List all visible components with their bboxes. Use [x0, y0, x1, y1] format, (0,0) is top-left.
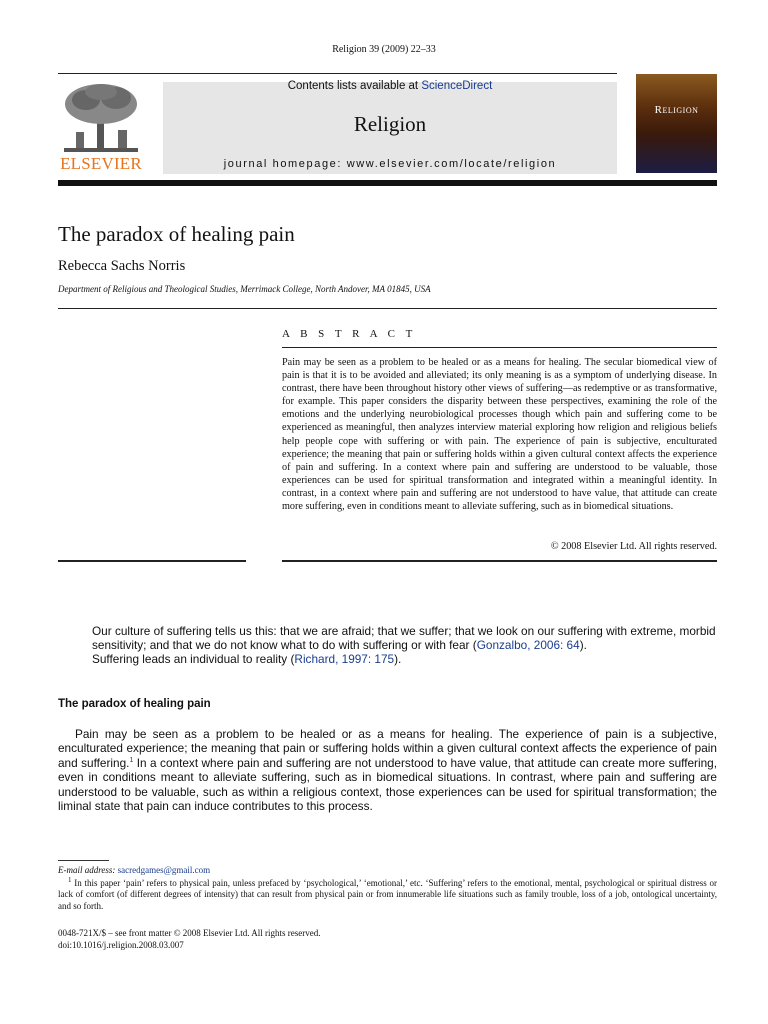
email-footnote: [58, 865, 210, 875]
epigraph-line2-end: ).: [394, 652, 402, 667]
contents-line: [163, 80, 617, 92]
abstract-copyright: © 2008 Elsevier Ltd. All rights reserved.: [550, 541, 717, 552]
doi-line[interactable]: doi:10.1016/j.religion.2008.03.007: [58, 940, 184, 950]
header-rule: [58, 73, 617, 74]
abstract-bottom-rule: [282, 560, 717, 562]
footnote-1: [58, 878, 717, 912]
email-label: E-mail address:: [58, 865, 118, 875]
paragraph-text-end: In a context where pain and suffering are not understood to have value, that attitude can create more suffering, even in conditions meant to alleviate suffering, such as in biomedical situations. In contrast, where pain and suffering are understood to be valuable, such as within a religious context, those experiences can be used for spiritual transformation; the liminal state that pain can induce contributes to this process.: [58, 755, 717, 814]
journal-homepage[interactable]: journal homepage: www.elsevier.com/locate/religion: [223, 158, 557, 170]
paper-title: The paradox of healing pain: [58, 222, 295, 246]
publisher-wordmark: ELSEVIER: [60, 154, 142, 173]
epigraph-quote: Our culture of suffering tells us this: that we are afraid; that we suffer; that we look on our suffering with extreme, morbid sensitivity; and that we do not know what to do with suffering or with fear: [92, 624, 716, 653]
abstract-heading: A B S T R A C T: [282, 328, 417, 340]
footnote-rule: [58, 860, 109, 861]
epigraph: Our culture of suffering tells us this: that we are afraid; that we suffer; that we look on our suffering with extreme, morbid sensitivity; and that we do not know what to do with suffering or with fear (Gonzalbo, 2006: 64). Suffering leads an individual to reality (Richard, 1997: 175).: [92, 624, 716, 667]
journal-citation: Religion 39 (2009) 22–33: [332, 44, 436, 55]
epigraph-line2: Suffering leads an individual to reality (: [92, 652, 295, 667]
tree-logo-icon: [58, 82, 144, 154]
body-paragraph: [58, 727, 717, 813]
header-divider: [58, 180, 717, 186]
front-matter-line: 0048-721X/$ – see front matter © 2008 Elsevier Ltd. All rights reserved.: [58, 928, 321, 938]
author-affiliation: Department of Religious and Theological Studies, Merrimack College, North Andover, MA 01845, USA: [58, 284, 431, 294]
front-matter: [58, 927, 321, 951]
journal-cover: [636, 74, 717, 173]
contents-prefix: Contents lists available at: [287, 80, 422, 92]
abstract-top-rule: [282, 347, 717, 348]
citation-richard[interactable]: Richard, 1997: 175: [294, 652, 395, 667]
citation-gonzalbo[interactable]: Gonzalbo, 2006: 64: [476, 638, 580, 653]
left-bottom-rule: [58, 560, 246, 562]
elsevier-logo: [58, 82, 144, 174]
abstract-text: Pain may be seen as a problem to be healed or as a means for healing. The secular biomedical view of pain is that it is to be avoided and alleviated; its only meaning is as a symptom of underlying disease. In contrast, there have been throughout history other views of suffering—as redemptive or as transformative, for example. This paper considers the disparity between these perspectives, examining the role of the emotions and the underlying neurobiological processes though which pain and suffering come to be experienced as meaningful, then analyzes interview material exploring how religion and religious beliefs help people cope with suffering or with pain. The experience of pain is subjective, enculturated experience; the meaning that pain or suffering holds within a given cultural context affects the experience of pain and suffering. In a context where pain and suffering are understood to be valuable, those experiences can be used for spiritual transformation and integrated within a meaningful identity. In contrast, in a context where pain and suffering are not understood to have value, that attitude can create more suffering, even in conditions meant to alleviate suffering, such as in biomedical situations.: [282, 357, 717, 513]
section-heading: The paradox of healing pain: [58, 698, 211, 710]
journal-name: Religion: [353, 112, 427, 136]
footnote-ref[interactable]: 1: [129, 756, 134, 764]
author-name: Rebecca Sachs Norris: [58, 258, 186, 274]
footnote-1-mark: 1: [68, 876, 72, 884]
paragraph-text-start: Pain may be seen as a problem to be healed or as a means for healing. The experience of pain is a subjective, enculturated experience; the meaning that pain or suffering holds within a given cultural context affects the experience of pain and suffering.: [58, 727, 717, 770]
sciencedirect-link[interactable]: ScienceDirect: [421, 80, 493, 92]
cover-title: Religion: [654, 104, 699, 116]
article-info-rule: [58, 308, 717, 309]
footnote-1-text: In this paper ‘pain’ refers to physical pain, unless prefaced by ‘psychological,’ ‘emotional,’ etc. ‘Suffering’ refers to the emotional, mental, psychological or spiritual distress or lack of comfort (of different degrees of intensity) that can result from physical pain or from innumerable life situations such as family trouble, loss of a job, ontological uncertainty, and so forth.: [58, 878, 717, 911]
email-link[interactable]: sacredgames@gmail.com: [117, 865, 211, 875]
